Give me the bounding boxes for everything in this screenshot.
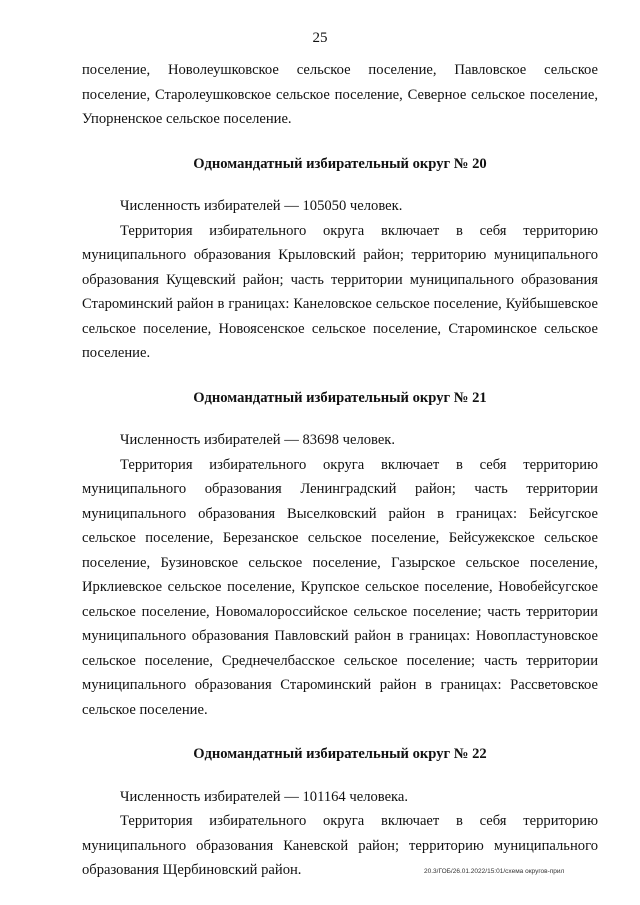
district-20-heading: Одномандатный избирательный округ № 20 xyxy=(193,155,487,172)
district-22-heading: Одномандатный избирательный округ № 22 xyxy=(193,746,487,762)
district-21-territory: Территория избирательного округа включает в себя территорию муниципального образования Ленинградский район; часть территории муниципального образования Выселковский район в границах: Бейсугское сельское поселение, Березанское сельское поселение, Бейсужекское сельское поселение, Бузиновское сельское поселение, Газырское сельское поселение, Ирклиевское сельское поселение, Крупское сельское поселение, Новобейсугское сельское поселение, Новомалороссийское сельское поселение; часть территории муниципального образования Павловский район в границах: Новопластуновское сельское поселение, Среднечелбасское сельское поселение; часть территории муниципального образования Староминский район в границах: Рассветовское сельское поселение. xyxy=(82,456,598,718)
document-body xyxy=(82,58,598,883)
district-22-voters: Численность избирателей — 101164 человека. xyxy=(120,788,409,805)
district-22-territory: Территория избирательного округа включает в себя территорию муниципального образования Каневской район; территорию муниципального образования Щербиновский район. xyxy=(82,813,598,878)
page-number: 25 xyxy=(312,30,328,46)
district-20-territory: Территория избирательного округа включает в себя территорию муниципального образования Крыловский район; территорию муниципального образования Кущевский район; часть территории муниципального образования Староминский район в границах: Канеловское сельское поселение, Куйбышевское сельское поселение, Новоясенское сельское поселение, Староминское сельское поселение. xyxy=(82,222,598,361)
district-21-heading: Одномандатный избирательный округ № 21 xyxy=(193,389,487,406)
footer-document-code: 20.3/ГОБ/26.01.2022/15:01/схема округов-прил xyxy=(424,868,565,875)
district-20-voters: Численность избирателей — 105050 человек. xyxy=(120,198,403,214)
intro-paragraph: поселение, Новолеушковское сельское поселение, Павловское сельское поселение, Старолеушковское сельское поселение, Северное сельское поселение, Упорненское сельское поселение. xyxy=(82,62,598,127)
district-21-voters: Численность избирателей — 83698 человек. xyxy=(120,432,396,448)
